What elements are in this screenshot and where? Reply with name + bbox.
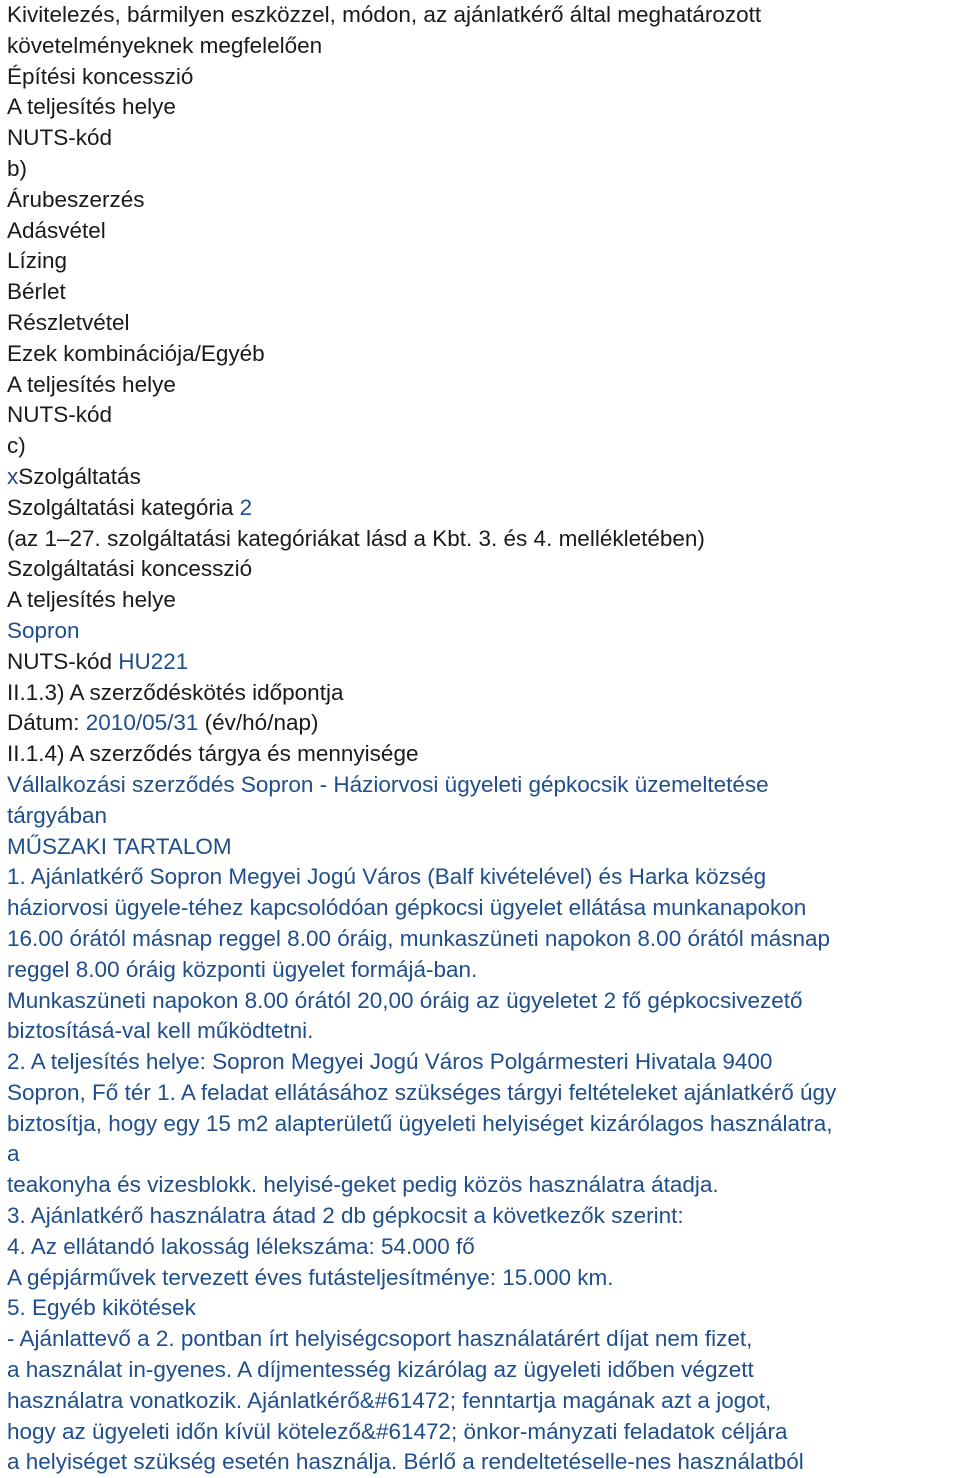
text-line: [7, 1170, 957, 1201]
text-line: [7, 739, 957, 770]
text-line: [7, 185, 957, 216]
text-line: [7, 339, 957, 370]
text-line: [7, 554, 957, 585]
form-label-text: A teljesítés helye: [7, 94, 176, 120]
form-value-text: 2. A teljesítés helye: Sopron Megyei Jogú Város Polgármesteri Hivatala 9400: [7, 1049, 773, 1075]
text-line: [7, 986, 957, 1017]
text-line: [7, 616, 957, 647]
text-line: [7, 524, 957, 555]
form-label-text: A teljesítés helye: [7, 371, 176, 397]
form-value-text: Sopron: [7, 617, 80, 643]
form-value-text: a használat in-gyenes. A díjmentesség kizárólag az ügyeleti időben végzett: [7, 1357, 754, 1383]
text-line: [7, 246, 957, 277]
text-line: [7, 585, 957, 616]
form-label-text: Lízing: [7, 248, 68, 274]
form-value-text: a helyiséget szükség esetén használja. Bérlő a rendeltetéselle-nes használatból: [7, 1449, 804, 1475]
text-line: [7, 1293, 957, 1324]
text-line: [7, 1016, 957, 1047]
form-label-text: (év/hó/nap): [198, 710, 319, 736]
form-label-text: Árubeszerzés: [7, 186, 145, 212]
form-value-text: - Ajánlattevő a 2. pontban írt helyiségcsoport használatárért díjat nem fizet,: [7, 1326, 753, 1352]
text-line: [7, 1324, 957, 1355]
form-value-text: tárgyában: [7, 802, 108, 828]
text-line: [7, 1139, 957, 1170]
form-label-text: c): [7, 433, 26, 459]
form-value-text: biztosításá-val kell működtetni.: [7, 1018, 314, 1044]
text-line: [7, 123, 957, 154]
form-label-text: Bérlet: [7, 279, 66, 305]
text-line: [7, 924, 957, 955]
text-line: [7, 955, 957, 986]
form-value-text: Sopron, Fő tér 1. A feladat ellátásához szükséges tárgyi feltételeket ajánlatkérő úgy: [7, 1079, 837, 1105]
text-line: [7, 1447, 957, 1478]
form-label-text: (az 1–27. szolgáltatási kategóriákat lásd a Kbt. 3. és 4. mellékletében): [7, 525, 705, 551]
form-label-text: Szolgáltatási koncesszió: [7, 556, 253, 582]
text-line: [7, 1109, 957, 1140]
document-body: [7, 0, 957, 1478]
text-line: [7, 62, 957, 93]
text-line: [7, 1232, 957, 1263]
text-line: [7, 893, 957, 924]
text-line: [7, 277, 957, 308]
text-line: [7, 1386, 957, 1417]
form-value-text: Vállalkozási szerződés Sopron - Háziorvosi ügyeleti gépkocsik üzemeltetése: [7, 771, 769, 797]
form-label-text: Építési koncesszió: [7, 63, 194, 89]
form-value-text: HU221: [118, 648, 189, 674]
form-value-text: háziorvosi ügyele-téhez kapcsolódóan gépkocsi ügyelet ellátása munkanapokon: [7, 895, 807, 921]
form-label-text: A teljesítés helye: [7, 587, 176, 613]
text-line: [7, 1355, 957, 1386]
text-line: [7, 1263, 957, 1294]
text-line: [7, 1047, 957, 1078]
text-line: [7, 862, 957, 893]
form-label-text: Dátum:: [7, 710, 86, 736]
text-line: [7, 832, 957, 863]
text-line: [7, 400, 957, 431]
form-value-text: 1. Ajánlatkérő Sopron Megyei Jogú Város (Balf kivételével) és Harka község: [7, 864, 767, 890]
form-value-text: teakonyha és vizesblokk. helyisé-geket pedig közös használatra átadja.: [7, 1172, 719, 1198]
form-label-text: NUTS-kód: [7, 648, 119, 674]
text-line: [7, 92, 957, 123]
form-label-text: követelményeknek megfelelően: [7, 32, 323, 58]
form-value-text: használatra vonatkozik. Ajánlatkérő&#61472; fenntartja magának azt a jogot,: [7, 1387, 772, 1413]
form-label-text: II.1.3) A szerződéskötés időpontja: [7, 679, 344, 705]
text-line: [7, 216, 957, 247]
form-label-text: Ezek kombinációja/Egyéb: [7, 340, 265, 366]
form-value-text: 2: [239, 494, 253, 520]
text-line: [7, 31, 957, 62]
text-line: [7, 1078, 957, 1109]
form-label-text: Szolgáltatás: [18, 463, 141, 489]
text-line: [7, 801, 957, 832]
text-line: [7, 708, 957, 739]
form-label-text: Kivitelezés, bármilyen eszközzel, módon, az ajánlatkérő által meghatározott: [7, 2, 762, 27]
form-label-text: Részletvétel: [7, 309, 130, 335]
form-label-text: b): [7, 155, 28, 181]
form-value-text: biztosítja, hogy egy 15 m2 alapterületű ügyeleti helyiséget kizárólagos használatra,: [7, 1110, 833, 1136]
text-line: [7, 493, 957, 524]
form-value-text: Munkaszüneti napokon 8.00 órától 20,00 óráig az ügyeletet 2 fő gépkocsivezető: [7, 987, 803, 1013]
text-line: [7, 1417, 957, 1448]
form-value-text: 3. Ajánlatkérő használatra átad 2 db gépkocsit a következők szerint:: [7, 1203, 684, 1229]
form-value-text: 4. Az ellátandó lakosság lélekszáma: 54.000 fő: [7, 1233, 475, 1259]
form-label-text: Adásvétel: [7, 217, 106, 243]
text-line: [7, 678, 957, 709]
form-value-text: A gépjárművek tervezett éves futásteljesítménye: 15.000 km.: [7, 1264, 614, 1290]
form-value-text: reggel 8.00 óráig központi ügyelet formájá-ban.: [7, 956, 478, 982]
form-label-text: Szolgáltatási kategória: [7, 494, 240, 520]
text-line: [7, 431, 957, 462]
text-line: [7, 462, 957, 493]
text-line: [7, 0, 957, 31]
text-line: [7, 154, 957, 185]
form-value-text: 5. Egyéb kikötések: [7, 1295, 196, 1321]
text-line: [7, 1201, 957, 1232]
form-value-text: 2010/05/31: [85, 710, 199, 736]
text-line: [7, 370, 957, 401]
form-label-text: NUTS-kód: [7, 125, 113, 151]
form-value-text: hogy az ügyeleti időn kívül kötelező&#61472; önkor-mányzati feladatok céljára: [7, 1418, 788, 1444]
form-label-text: II.1.4) A szerződés tárgya és mennyisége: [7, 741, 419, 767]
form-value-text: a: [7, 1141, 20, 1167]
form-value-text: 16.00 órától másnap reggel 8.00 óráig, munkaszüneti napokon 8.00 órától másnap: [7, 925, 831, 951]
form-value-text: MŰSZAKI TARTALOM: [7, 833, 232, 859]
form-value-text: x: [7, 463, 19, 489]
form-label-text: NUTS-kód: [7, 402, 113, 428]
text-line: [7, 308, 957, 339]
text-line: [7, 647, 957, 678]
text-line: [7, 770, 957, 801]
